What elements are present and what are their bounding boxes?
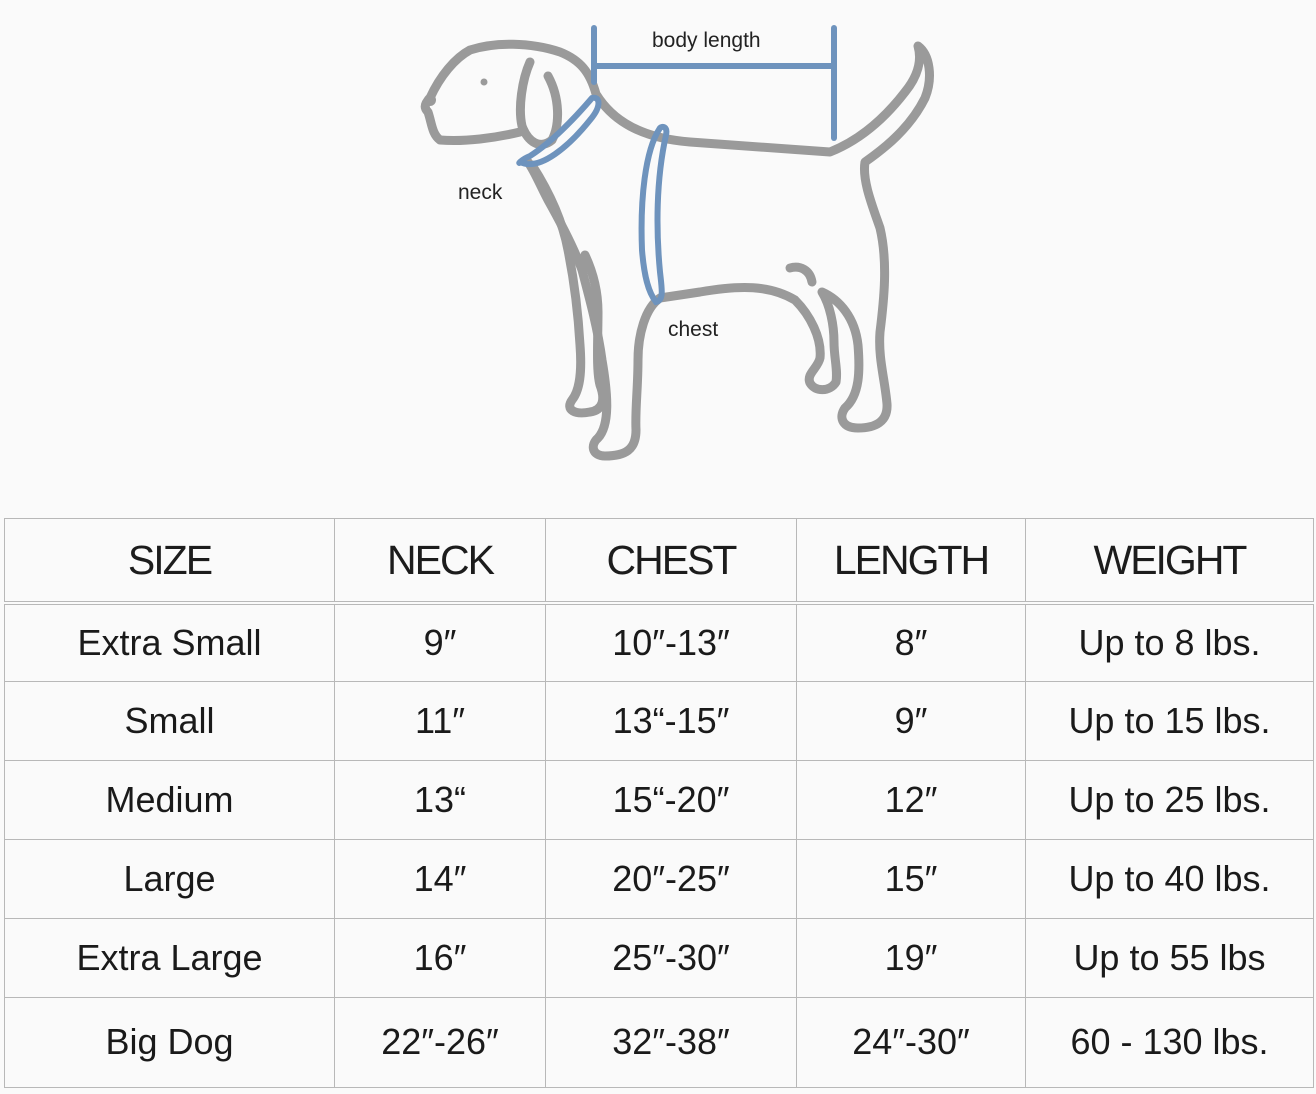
neck-cell: 14″ bbox=[335, 840, 546, 919]
neck-label: neck bbox=[458, 181, 503, 204]
header-chest: CHEST bbox=[546, 519, 797, 604]
neck-cell: 16″ bbox=[335, 918, 546, 997]
size-cell: Small bbox=[5, 682, 335, 761]
chest-label: chest bbox=[668, 318, 719, 341]
neck-cell: 9″ bbox=[335, 603, 546, 682]
length-cell: 24″-30″ bbox=[797, 997, 1026, 1087]
chest-cell: 25″-30″ bbox=[546, 918, 797, 997]
size-cell: Extra Small bbox=[5, 603, 335, 682]
size-cell: Large bbox=[5, 840, 335, 919]
weight-cell: 60 - 130 lbs. bbox=[1026, 997, 1314, 1087]
size-cell: Medium bbox=[5, 761, 335, 840]
chest-cell: 13“-15″ bbox=[546, 682, 797, 761]
weight-cell: Up to 25 lbs. bbox=[1026, 761, 1314, 840]
header-weight: WEIGHT bbox=[1026, 519, 1314, 604]
size-cell: Extra Large bbox=[5, 918, 335, 997]
dog-nose bbox=[424, 94, 436, 106]
chest-cell: 32″-38″ bbox=[546, 997, 797, 1087]
header-size: SIZE bbox=[5, 519, 335, 604]
body-length-label: body length bbox=[652, 29, 761, 52]
chest-loop-marker bbox=[642, 127, 667, 302]
weight-cell: Up to 8 lbs. bbox=[1026, 603, 1314, 682]
table-row bbox=[5, 840, 1314, 919]
table-row bbox=[5, 918, 1314, 997]
table-row bbox=[5, 761, 1314, 840]
chest-cell: 10″-13″ bbox=[546, 603, 797, 682]
length-cell: 15″ bbox=[797, 840, 1026, 919]
dog-outline-illustration bbox=[0, 0, 1316, 500]
table-row bbox=[5, 603, 1314, 682]
neck-cell: 22″-26″ bbox=[335, 997, 546, 1087]
chest-cell: 15“-20″ bbox=[546, 761, 797, 840]
size-chart-body bbox=[5, 603, 1314, 1088]
weight-cell: Up to 40 lbs. bbox=[1026, 840, 1314, 919]
size-chart-header bbox=[5, 519, 1314, 604]
chest-cell: 20″-25″ bbox=[546, 840, 797, 919]
dog-eye bbox=[481, 79, 488, 86]
size-chart-table bbox=[4, 518, 1314, 1088]
neck-cell: 11″ bbox=[335, 682, 546, 761]
dog-measurement-diagram bbox=[0, 0, 1316, 500]
weight-cell: Up to 55 lbs bbox=[1026, 918, 1314, 997]
header-length: LENGTH bbox=[797, 519, 1026, 604]
header-row bbox=[5, 519, 1314, 604]
table-row bbox=[5, 997, 1314, 1087]
size-cell: Big Dog bbox=[5, 997, 335, 1087]
length-cell: 8″ bbox=[797, 603, 1026, 682]
neck-cell: 13“ bbox=[335, 761, 546, 840]
header-neck: NECK bbox=[335, 519, 546, 604]
weight-cell: Up to 15 lbs. bbox=[1026, 682, 1314, 761]
length-cell: 9″ bbox=[797, 682, 1026, 761]
length-cell: 19″ bbox=[797, 918, 1026, 997]
length-cell: 12″ bbox=[797, 761, 1026, 840]
table-row bbox=[5, 682, 1314, 761]
dog-outline bbox=[425, 44, 929, 456]
